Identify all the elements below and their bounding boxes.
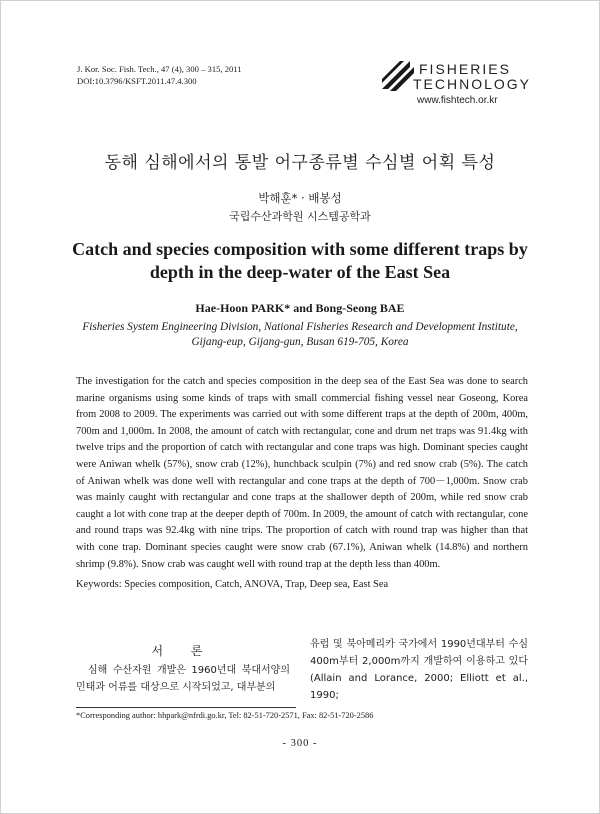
section-heading-introduction: 서 론 [151,644,215,658]
journal-citation: J. Kor. Soc. Fish. Tech., 47 (4), 300 – 315, 2011 [77,64,242,74]
keywords: Keywords: Species composition, Catch, ANOVA, Trap, Deep sea, East Sea [76,579,389,590]
english-authors: Hae-Hoon PARK* and Bong-Seong BAE [195,301,405,315]
corresponding-author-footnote: *Corresponding author: hhpark@nfrdi.go.kr, Tel: 82-51-720-2571, Fax: 82-51-720-2586 [76,711,374,720]
korean-title: 동해 심해에서의 통발 어구종류별 수심별 어획 특성 [104,153,496,173]
page-number: - 300 - [282,738,318,749]
intro-right-column [310,636,528,704]
intro-left-text: 심해 수산자원 개발은 1960년대 북대서양의 민태과 어류를 대상으로 시작되었고, 대부분의 [76,665,290,693]
logo-text-line2: TECHNOLOGY [413,76,532,92]
korean-authors: 박해훈* · 배봉성 [258,191,342,205]
journal-logo [380,59,530,109]
english-title: Catch and species composition with some different traps by depth in the deep-water of the East Sea [72,239,528,282]
journal-doi: DOI:10.3796/KSFT.2011.47.4.300 [77,76,197,86]
abstract: The investigation for the catch and species composition in the deep sea of the East Sea was done to search marine organisms using some kinds of traps with small commercial fishing vessel near Goseong, Korea from 2008 to 2009. The experiments was carried out with some different traps at the depth of 200m, 400m, 700m and 1,000m. In 2008, the amount of catch with rectangular, cone and drum net traps was 91.4kg with twelve trips and the proportion of catch with rectangular and cone traps was high. Dominant species caught were Aniwan whelk (57%), snow crab (12%), hunchback sculpin (7%) and red snow crab (5%). The catch of Aniwan whelk was done well with rectangular and cone traps at the depth of 700－1,000m. Snow crab was mainly caught with rectangular and cone traps at the shallower depth of 200m, while red snow crab caught a lot with cone trap at the deeper depth of 700m. In 2009, the amount of catch with rectangular, cone and round traps was 92.4kg with nine trips. The proportion of catch with round trap was higher than that with cone trap. Dominant species caught were snow crab (67.1%), Aniwan whelk (14.8%) and northern shrimp (9.8%). Snow crab was caught well with round trap at the depth less than 400m. [76,376,528,570]
fisheries-technology-logo-icon [380,59,416,93]
journal-meta [77,63,242,87]
english-affiliation: Fisheries System Engineering Division, National Fisheries Research and Development Institute, Gijang-eup, Gijang-gun, Busan 619-705, Korea [82,321,518,348]
intro-left-column [76,642,290,696]
logo-text-line1: FISHERIES [419,61,511,77]
korean-affiliation: 국립수산과학원 시스템공학과 [229,210,371,223]
intro-right-text: 유럽 및 북아메리카 국가에서 1990년대부터 수심 400m부터 2,000m까지 개발하여 이용하고 있다 (Allain and Lorance, 2000; Elliott et al., 1990; [310,639,528,701]
logo-url: www.fishtech.or.kr [417,95,498,106]
footnote-divider [76,707,296,708]
